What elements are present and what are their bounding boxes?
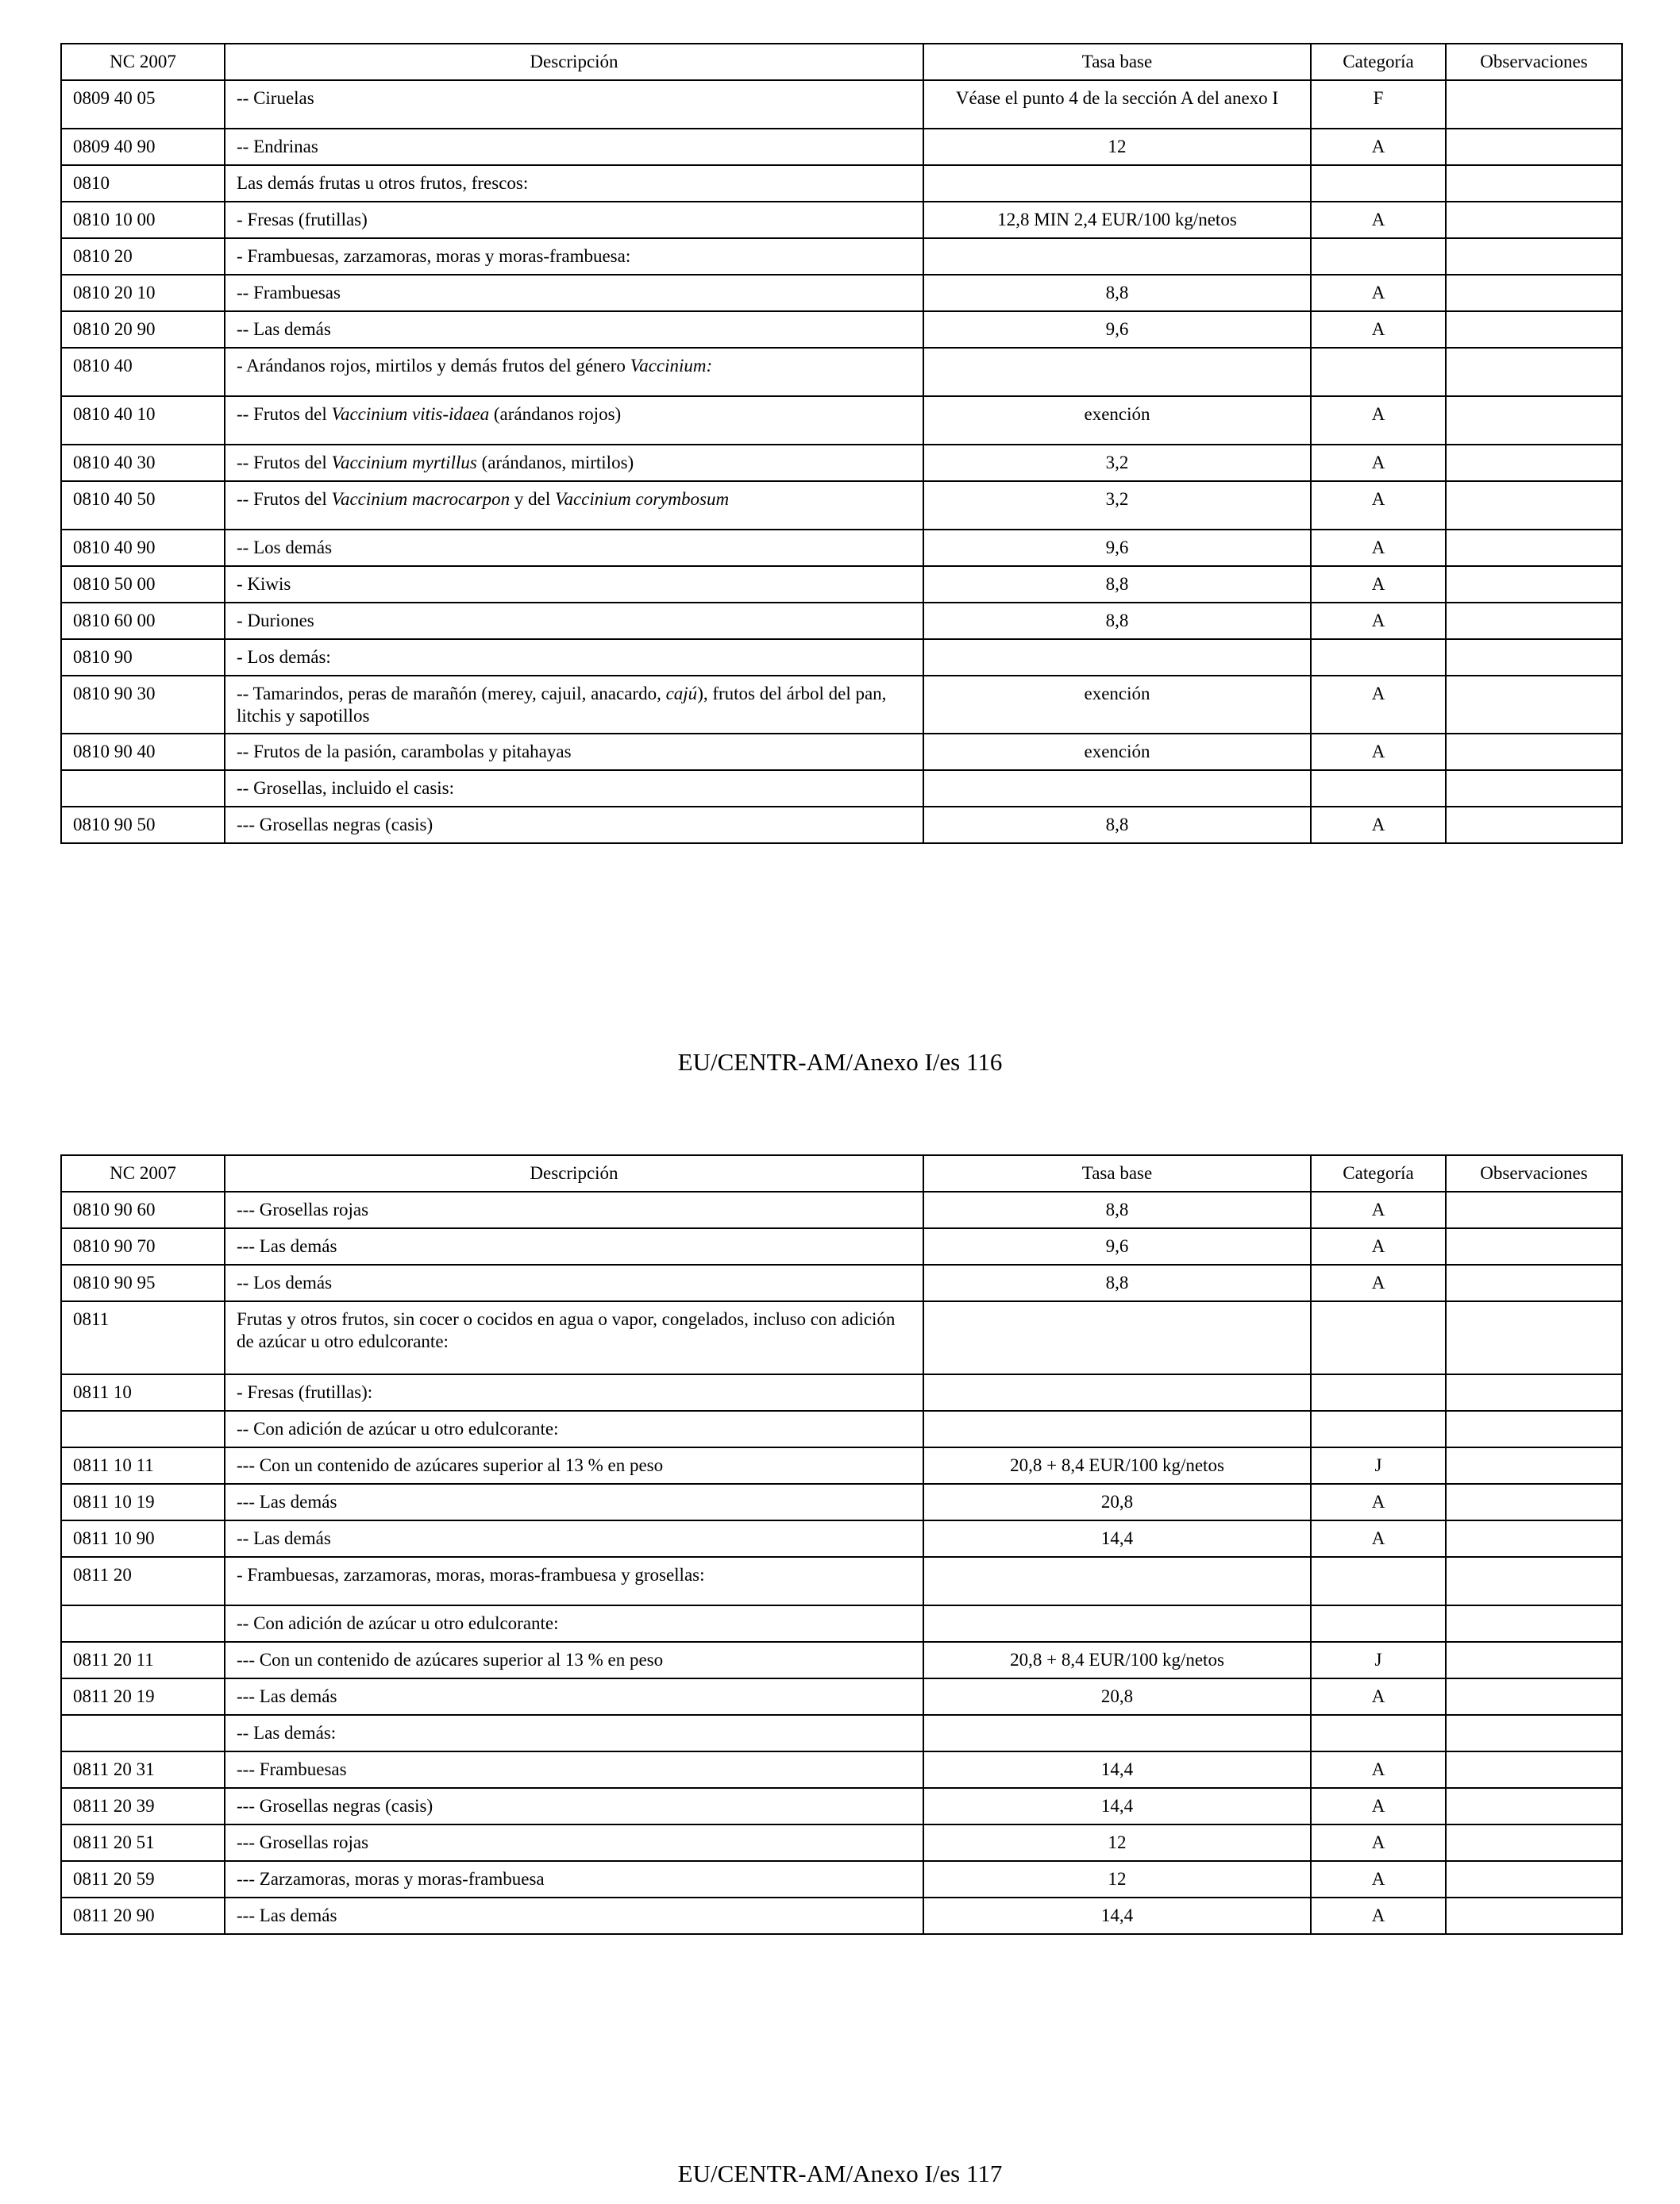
cell-rate: 8,8 [923,1192,1311,1228]
cell-observations [1446,311,1622,348]
cell-description: --- Con un contenido de azúcares superior al 13 % en peso [225,1642,923,1678]
cell-category: A [1311,1751,1446,1788]
cell-rate: 9,6 [923,530,1311,566]
table-row [61,1192,1622,1228]
desc-species: Vaccinium vitis-idaea [331,404,490,424]
table-row [61,481,1622,530]
cell-category: A [1311,734,1446,770]
cell-code: 0810 90 [61,639,225,676]
cell-observations [1446,1861,1622,1898]
cell-observations [1446,734,1622,770]
desc-italic: cajú [665,684,698,703]
tariff-table-page-116 [60,43,1623,844]
cell-description: -- Las demás [225,311,923,348]
table-row [61,275,1622,311]
cell-description: -- Frutos de la pasión, carambolas y pitahayas [225,734,923,770]
cell-observations [1446,396,1622,445]
cell-code: 0810 90 30 [61,676,225,734]
cell-observations [1446,80,1622,129]
cell-code: 0809 40 05 [61,80,225,129]
cell-rate: exención [923,676,1311,734]
table-row [61,1715,1622,1751]
cell-code: 0811 20 90 [61,1898,225,1934]
cell-description: Las demás frutas u otros frutos, frescos: [225,165,923,202]
page-folio-117: EU/CENTR-AM/Anexo I/es 117 [677,2160,1003,2187]
cell-category [1311,1715,1446,1751]
cell-category: J [1311,1447,1446,1484]
cell-code: 0810 20 [61,238,225,275]
cell-rate: 8,8 [923,275,1311,311]
header-row [61,1155,1622,1192]
cell-description: --- Con un contenido de azúcares superior al 13 % en peso [225,1447,923,1484]
cell-rate: 12 [923,1824,1311,1861]
cell-observations [1446,639,1622,676]
cell-code [61,1715,225,1751]
cell-observations [1446,1520,1622,1557]
header-code: NC 2007 [61,1155,225,1192]
cell-description: - Kiwis [225,566,923,603]
table-row [61,1484,1622,1520]
cell-category: A [1311,676,1446,734]
table-row [61,348,1622,396]
cell-rate [923,1715,1311,1751]
cell-description: -- Las demás: [225,1715,923,1751]
table-row [61,566,1622,603]
cell-category [1311,165,1446,202]
cell-description: --- Las demás [225,1898,923,1934]
page-folio-116: EU/CENTR-AM/Anexo I/es 116 [677,1048,1003,1076]
cell-description: --- Zarzamoras, moras y moras-frambuesa [225,1861,923,1898]
cell-description: --- Las demás [225,1484,923,1520]
cell-observations [1446,1374,1622,1411]
cell-description: - Los demás: [225,639,923,676]
table-row [61,530,1622,566]
cell-rate [923,348,1311,396]
cell-code: 0811 10 [61,1374,225,1411]
desc-text: -- Frutos del [237,404,332,424]
cell-rate: 8,8 [923,807,1311,843]
cell-observations [1446,1557,1622,1605]
cell-description: Frutas y otros frutos, sin cocer o cocidos en agua o vapor, congelados, incluso con adición de azúcar u otro edulcorante: [225,1301,923,1374]
cell-observations [1446,1484,1622,1520]
cell-description: - Frambuesas, zarzamoras, moras, moras-frambuesa y grosellas: [225,1557,923,1605]
cell-code: 0810 40 30 [61,445,225,481]
cell-observations [1446,1228,1622,1265]
cell-rate [923,1557,1311,1605]
table-row [61,1411,1622,1447]
cell-description: --- Grosellas rojas [225,1192,923,1228]
cell-code: 0811 20 39 [61,1788,225,1824]
cell-observations [1446,238,1622,275]
cell-category: A [1311,202,1446,238]
cell-description: - Frambuesas, zarzamoras, moras y moras-frambuesa: [225,238,923,275]
header-observations: Observaciones [1446,1155,1622,1192]
cell-category: A [1311,129,1446,165]
table-row [61,1557,1622,1605]
desc-text: ), frutos del árbol del pan, litchis y sapotillos [237,684,887,726]
cell-description [225,348,923,396]
cell-code [61,1605,225,1642]
cell-code: 0811 20 51 [61,1824,225,1861]
cell-category [1311,348,1446,396]
cell-rate [923,238,1311,275]
cell-observations [1446,1898,1622,1934]
cell-category [1311,639,1446,676]
cell-category: A [1311,275,1446,311]
cell-category: A [1311,807,1446,843]
cell-description: - Fresas (frutillas): [225,1374,923,1411]
cell-category: A [1311,1678,1446,1715]
cell-description: --- Grosellas rojas [225,1824,923,1861]
cell-observations [1446,1642,1622,1678]
table-row [61,1520,1622,1557]
cell-code: 0810 [61,165,225,202]
cell-description [225,481,923,530]
table-row [61,639,1622,676]
cell-rate: 20,8 + 8,4 EUR/100 kg/netos [923,1447,1311,1484]
cell-description [225,445,923,481]
cell-observations [1446,1751,1622,1788]
cell-code: 0811 10 11 [61,1447,225,1484]
cell-code: 0811 10 19 [61,1484,225,1520]
cell-rate: exención [923,734,1311,770]
cell-observations [1446,807,1622,843]
table-row [61,445,1622,481]
cell-category: J [1311,1642,1446,1678]
cell-code: 0811 20 19 [61,1678,225,1715]
cell-observations [1446,202,1622,238]
cell-description: -- Los demás [225,1265,923,1301]
table-row [61,1751,1622,1788]
cell-rate: 9,6 [923,1228,1311,1265]
cell-observations [1446,530,1622,566]
cell-code: 0810 20 10 [61,275,225,311]
cell-observations [1446,1678,1622,1715]
cell-description: - Fresas (frutillas) [225,202,923,238]
cell-category: A [1311,1484,1446,1520]
cell-rate: 8,8 [923,566,1311,603]
cell-observations [1446,1447,1622,1484]
cell-description: --- Las demás [225,1228,923,1265]
cell-code: 0811 10 90 [61,1520,225,1557]
table-row [61,1824,1622,1861]
cell-observations [1446,348,1622,396]
cell-category [1311,770,1446,807]
cell-code: 0810 10 00 [61,202,225,238]
desc-species: Vaccinium macrocarpon [331,489,511,509]
cell-rate [923,770,1311,807]
table-row [61,238,1622,275]
cell-rate: 20,8 + 8,4 EUR/100 kg/netos [923,1642,1311,1678]
cell-description: --- Frambuesas [225,1751,923,1788]
header-observations: Observaciones [1446,44,1622,80]
cell-code: 0811 20 11 [61,1642,225,1678]
cell-code [61,770,225,807]
cell-rate [923,165,1311,202]
cell-description: -- Con adición de azúcar u otro edulcorante: [225,1411,923,1447]
cell-observations [1446,566,1622,603]
cell-observations [1446,1192,1622,1228]
cell-description: --- Grosellas negras (casis) [225,1788,923,1824]
cell-category: A [1311,1824,1446,1861]
cell-rate: 12 [923,1861,1311,1898]
cell-observations [1446,275,1622,311]
cell-observations [1446,1824,1622,1861]
table-row [61,1605,1622,1642]
cell-category: A [1311,1788,1446,1824]
cell-description [225,676,923,734]
cell-code: 0810 90 40 [61,734,225,770]
cell-code: 0809 40 90 [61,129,225,165]
cell-observations [1446,1265,1622,1301]
table-row [61,396,1622,445]
cell-code: 0811 20 59 [61,1861,225,1898]
cell-rate: 3,2 [923,445,1311,481]
cell-code: 0811 20 [61,1557,225,1605]
desc-text: (arándanos, mirtilos) [476,453,634,472]
cell-observations [1446,165,1622,202]
cell-code: 0810 60 00 [61,603,225,639]
table-row [61,129,1622,165]
desc-species: Vaccinium myrtillus [331,453,477,472]
desc-species: Vaccinium corymbosum [554,489,730,509]
cell-code: 0810 40 [61,348,225,396]
cell-code: 0810 90 95 [61,1265,225,1301]
cell-rate [923,1374,1311,1411]
desc-genus: Vaccinium: [630,356,713,376]
header-rate: Tasa base [923,1155,1311,1192]
desc-text: -- Tamarindos, peras de marañón (merey, cajuil, anacardo, [237,684,666,703]
cell-rate [923,1301,1311,1374]
cell-observations [1446,445,1622,481]
cell-rate: 14,4 [923,1898,1311,1934]
table-row [61,1898,1622,1934]
cell-observations [1446,1605,1622,1642]
table-row [61,734,1622,770]
cell-description: --- Grosellas negras (casis) [225,807,923,843]
cell-observations [1446,481,1622,530]
cell-category [1311,1374,1446,1411]
cell-observations [1446,603,1622,639]
table-row [61,202,1622,238]
cell-category: A [1311,1520,1446,1557]
cell-observations [1446,129,1622,165]
cell-rate: 8,8 [923,603,1311,639]
table-row [61,1301,1622,1374]
cell-rate: 14,4 [923,1520,1311,1557]
cell-description: -- Los demás [225,530,923,566]
header-description: Descripción [225,44,923,80]
cell-code: 0810 90 60 [61,1192,225,1228]
cell-rate: 3,2 [923,481,1311,530]
cell-observations [1446,1788,1622,1824]
cell-description: - Duriones [225,603,923,639]
cell-category: A [1311,1228,1446,1265]
header-category: Categoría [1311,1155,1446,1192]
cell-category [1311,238,1446,275]
cell-description: -- Grosellas, incluido el casis: [225,770,923,807]
cell-rate: 9,6 [923,311,1311,348]
table-row [61,80,1622,129]
cell-category: A [1311,566,1446,603]
desc-text: y del [510,489,555,509]
table-row [61,165,1622,202]
cell-observations [1446,1715,1622,1751]
cell-description: -- Frambuesas [225,275,923,311]
cell-description [225,396,923,445]
desc-text: - Arándanos rojos, mirtilos y demás frutos del género [237,356,630,376]
cell-description: --- Las demás [225,1678,923,1715]
cell-observations [1446,770,1622,807]
table-row [61,1265,1622,1301]
cell-category: A [1311,1192,1446,1228]
cell-code: 0811 [61,1301,225,1374]
table-row [61,1228,1622,1265]
header-category: Categoría [1311,44,1446,80]
cell-rate: 12 [923,129,1311,165]
cell-rate: 8,8 [923,1265,1311,1301]
cell-rate: 20,8 [923,1484,1311,1520]
cell-code: 0810 20 90 [61,311,225,348]
table-row [61,1678,1622,1715]
cell-code: 0810 50 00 [61,566,225,603]
cell-rate: 20,8 [923,1678,1311,1715]
tariff-table-page-117 [60,1154,1623,1935]
cell-category: A [1311,481,1446,530]
cell-observations [1446,1301,1622,1374]
cell-category [1311,1557,1446,1605]
cell-category [1311,1605,1446,1642]
cell-category: A [1311,445,1446,481]
header-description: Descripción [225,1155,923,1192]
header-row [61,44,1622,80]
cell-code: 0810 40 50 [61,481,225,530]
cell-category: A [1311,530,1446,566]
table-row [61,676,1622,734]
cell-description: -- Con adición de azúcar u otro edulcorante: [225,1605,923,1642]
cell-category: A [1311,1861,1446,1898]
table-row [61,770,1622,807]
table-row [61,807,1622,843]
cell-category: F [1311,80,1446,129]
cell-category: A [1311,1265,1446,1301]
cell-rate: 14,4 [923,1751,1311,1788]
cell-code: 0810 90 70 [61,1228,225,1265]
cell-category [1311,1411,1446,1447]
desc-text: -- Frutos del [237,489,332,509]
cell-category: A [1311,396,1446,445]
header-rate: Tasa base [923,44,1311,80]
table-row [61,603,1622,639]
cell-description: -- Endrinas [225,129,923,165]
header-code: NC 2007 [61,44,225,80]
cell-code: 0810 90 50 [61,807,225,843]
table-row [61,1861,1622,1898]
cell-description: -- Las demás [225,1520,923,1557]
table-row [61,1374,1622,1411]
cell-rate: Véase el punto 4 de la sección A del anexo I [923,80,1311,129]
table-row [61,1788,1622,1824]
cell-category: A [1311,311,1446,348]
table-row [61,311,1622,348]
cell-rate [923,1411,1311,1447]
cell-rate [923,639,1311,676]
cell-category: A [1311,1898,1446,1934]
cell-rate: exención [923,396,1311,445]
cell-rate: 14,4 [923,1788,1311,1824]
desc-text: -- Frutos del [237,453,332,472]
cell-observations [1446,1411,1622,1447]
cell-observations [1446,676,1622,734]
cell-category [1311,1301,1446,1374]
table-row [61,1642,1622,1678]
cell-category: A [1311,603,1446,639]
cell-code: 0810 40 90 [61,530,225,566]
desc-text: (arándanos rojos) [489,404,622,424]
table-row [61,1447,1622,1484]
cell-rate [923,1605,1311,1642]
cell-rate: 12,8 MIN 2,4 EUR/100 kg/netos [923,202,1311,238]
cell-description: -- Ciruelas [225,80,923,129]
cell-code: 0810 40 10 [61,396,225,445]
cell-code: 0811 20 31 [61,1751,225,1788]
cell-code [61,1411,225,1447]
